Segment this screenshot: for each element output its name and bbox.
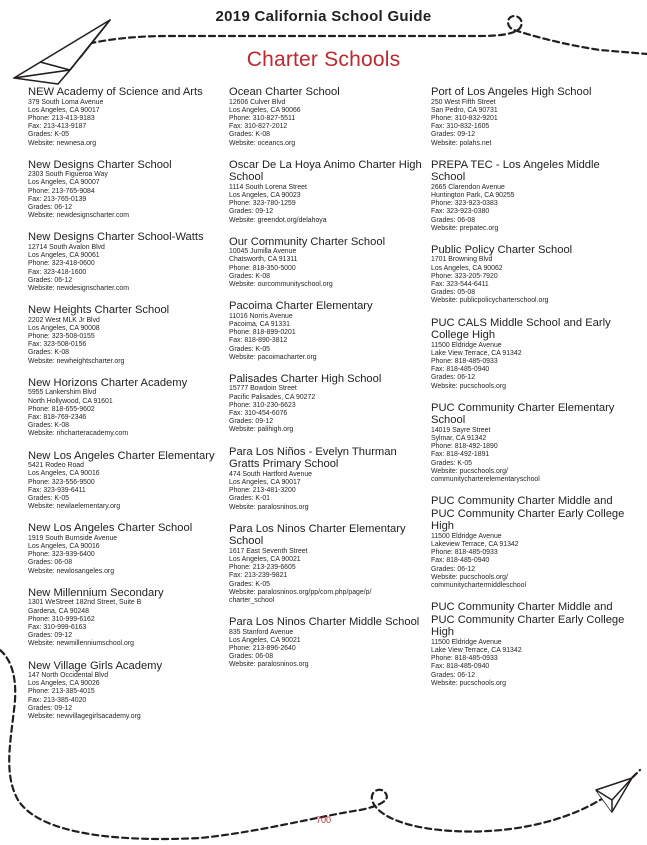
school-detail-line: Fax: 213-413-9187 (28, 123, 87, 131)
school-detail-line: Website: pucschools.org (431, 679, 506, 687)
school-entry (431, 159, 636, 233)
school-detail-line: Grades: 06-12 (431, 374, 476, 382)
school-entry (28, 587, 228, 649)
school-name: Port of Los Angeles High School (431, 86, 592, 98)
school-name: New Los Angeles Charter Elementary (28, 449, 215, 462)
school-entry (28, 377, 228, 439)
school-name: Para Los Ninos Charter Elementary School (229, 522, 406, 548)
school-detail-line: Phone: 323-508-0155 (28, 333, 95, 341)
school-detail-line: Website: newmillenniumschool.org (28, 640, 134, 648)
school-name: New Village Girls Academy (28, 659, 163, 672)
school-detail-line: Lake View Terrace, CA 91342 (431, 349, 522, 357)
school-entry (229, 616, 429, 670)
school-entry (28, 522, 228, 576)
school-detail-line: Grades: 09-12 (229, 418, 274, 426)
school-detail-line: Fax: 323-508-0156 (28, 341, 87, 349)
school-detail-line: Pacific Palisades, CA 90272 (229, 393, 316, 401)
school-detail-line: Website: pucschools.org (431, 382, 506, 390)
section-title: Charter Schools (246, 48, 401, 71)
school-detail-line: 12606 Culver Blvd (229, 98, 286, 106)
school-detail-line: Website: newvillagegirlsacademy.org (28, 713, 141, 721)
school-detail-line: Website: ourcommunityschool.org (229, 281, 333, 289)
school-detail-line: Grades: 06-08 (431, 216, 476, 224)
school-detail-line: Phone: 323-939-6400 (28, 551, 95, 559)
school-entry (431, 402, 636, 484)
school-detail-line: Website: prepatec.org (431, 224, 499, 232)
school-entry (28, 86, 228, 148)
school-name: Para Los Ninos Charter Middle School (229, 616, 420, 629)
school-detail-line: 1617 East Seventh Street (229, 547, 308, 555)
school-detail-line: Phone: 310-827-5511 (229, 114, 296, 122)
school-detail-line: Phone: 213-239-6605 (229, 564, 296, 572)
school-detail-line: 147 North Occidental Blvd (28, 672, 109, 680)
page-number: 700 (315, 815, 332, 825)
school-detail-line: Los Angeles, CA 90021 (229, 636, 301, 644)
school-entry (431, 244, 636, 306)
school-detail-line: Website: polahs.net (431, 139, 492, 147)
school-detail-line: 835 Stanford Avenue (229, 628, 294, 636)
school-name: PUC Community Charter Middle and PUC Community Charter Early College High (431, 601, 625, 639)
school-detail-line: 15777 Bowdoin Street (229, 385, 297, 393)
school-detail-line: Phone: 818-485-0933 (431, 358, 498, 366)
school-name: Pacoima Charter Elementary (229, 300, 373, 313)
school-name: Public Policy Charter School (431, 243, 573, 256)
school-detail-line: 14019 Sayre Street (431, 426, 491, 434)
school-detail-line: communitycharterelementaryschool (431, 476, 540, 484)
school-name: Palisades Charter High School (229, 372, 382, 385)
school-detail-line: Fax: 323-544-6411 (431, 281, 489, 289)
school-detail-line: Fax: 213-239-9821 (229, 572, 288, 580)
school-detail-line: Sylmar, CA 91342 (431, 435, 487, 443)
school-detail-line: 11016 Norris Avenue (229, 312, 293, 320)
school-entry (229, 159, 429, 225)
school-name: New Horizons Charter Academy (28, 376, 188, 389)
school-detail-line: 5421 Rodeo Road (28, 462, 84, 470)
school-detail-line: Chatsworth, CA 91311 (229, 256, 298, 264)
school-detail-line: Phone: 818-655-9602 (28, 405, 95, 413)
school-name: Our Community Charter School (229, 235, 386, 248)
school-detail-line: Fax: 818-485-0940 (431, 557, 490, 565)
school-detail-line: Fax: 323-923-0380 (431, 208, 490, 216)
school-entry (431, 317, 636, 391)
school-detail-line: Huntington Park, CA 90255 (431, 191, 515, 199)
school-detail-line: Phone: 310-999-6162 (28, 615, 95, 623)
school-detail-line: Grades: K-01 (229, 495, 270, 503)
school-entry (28, 450, 228, 512)
school-entry (431, 495, 636, 590)
school-detail-line: Grades: 06-12 (28, 204, 73, 212)
school-detail-line: 12714 South Avalon Blvd (28, 243, 105, 251)
school-detail-line: Grades: 06-08 (28, 559, 73, 567)
school-detail-line: Grades: K-08 (229, 272, 270, 280)
school-entry (229, 446, 429, 512)
school-detail-line: 11500 Eldridge Avenue (431, 341, 502, 349)
school-detail-line: 2303 South Figueroa Way (28, 171, 108, 179)
school-detail-line: Grades: K-05 (28, 131, 69, 139)
school-detail-line: Fax: 213-765-0139 (28, 195, 87, 203)
school-detail-line: 10045 Jumilla Avenue (229, 248, 297, 256)
school-detail-line: 1301 WeStreet 182nd Street, Suite B (28, 599, 142, 607)
school-name: Oscar De La Hoya Animo Charter High School (229, 158, 422, 184)
school-detail-line: Phone: 818-485-0933 (431, 549, 498, 557)
school-detail-line: Fax: 818-769-2346 (28, 413, 87, 421)
school-detail-line: Los Angeles, CA 90023 (229, 191, 301, 199)
school-detail-line: Grades: 09-12 (229, 208, 274, 216)
school-name: PUC Community Charter Elementary School (431, 401, 615, 427)
school-detail-line: Phone: 213-385-4015 (28, 688, 95, 696)
school-entry (431, 601, 636, 688)
school-detail-line: Website: newdesignscharter.com (28, 284, 129, 292)
paper-plane-icon-bottom-right (596, 778, 632, 812)
school-detail-line: Fax: 310-999-6163 (28, 623, 87, 631)
school-name: PUC CALS Middle School and Early College High (431, 316, 611, 342)
school-detail-line: Phone: 310-832-9201 (431, 114, 498, 122)
school-detail-line: Los Angeles, CA 90021 (229, 555, 301, 563)
school-detail-line: North Hollywood, CA 91601 (28, 397, 113, 405)
school-name: Para Los Niños - Evelyn Thurman Gratts Primary School (229, 445, 397, 471)
school-detail-line: Los Angeles, CA 90062 (431, 264, 503, 272)
school-detail-line: Grades: 05-08 (431, 289, 476, 297)
school-detail-line: Grades: 06-12 (431, 671, 476, 679)
school-detail-line: 5955 Lankershim Blvd (28, 389, 97, 397)
school-detail-line: Website: paralosninos.org (229, 503, 309, 511)
school-column-3 (431, 86, 636, 699)
school-detail-line: Gardena, CA 90248 (28, 607, 89, 615)
guide-title: 2019 California School Guide (215, 8, 432, 25)
school-detail-line: 1919 South Burnside Avenue (28, 534, 118, 542)
school-detail-line: Grades: K-08 (229, 131, 270, 139)
school-detail-line: Website: publicpolicycharterschool.org (431, 297, 549, 305)
school-detail-line: Website: newdesignscharter.com (28, 212, 129, 220)
school-detail-line: Website: paralosninos.org (229, 661, 309, 669)
school-detail-line: Grades: K-05 (229, 580, 270, 588)
school-entry (431, 86, 636, 148)
school-detail-line: Grades: 09-12 (28, 632, 73, 640)
school-detail-line: Fax: 310-832-1605 (431, 123, 490, 131)
school-detail-line: Phone: 213-413-9183 (28, 114, 95, 122)
school-detail-line: Website: newlaelementary.org (28, 503, 121, 511)
school-detail-line: Website: newlosangeles.org (28, 567, 115, 575)
school-detail-line: 2202 West MLK Jr Blvd (28, 316, 100, 324)
school-detail-line: Los Angeles, CA 90017 (28, 106, 100, 114)
school-detail-line: Website: pacoimacharter.org (229, 353, 317, 361)
school-detail-line: 11500 Eldridge Avenue (431, 638, 502, 646)
school-detail-line: Lake View Terrace, CA 91342 (431, 646, 522, 654)
school-entry (229, 236, 429, 290)
school-detail-line: 250 West Fifth Street (431, 98, 496, 106)
school-entry (229, 373, 429, 435)
school-detail-line: Phone: 818-485-0933 (431, 655, 498, 663)
school-detail-line: Phone: 213-481-3200 (229, 487, 296, 495)
school-detail-line: Grades: K-08 (28, 349, 69, 357)
school-entry (229, 86, 429, 148)
school-detail-line: Phone: 213-765-9084 (28, 187, 95, 195)
school-detail-line: Fax: 323-418-1600 (28, 268, 87, 276)
school-column-1 (28, 86, 228, 732)
school-detail-line: Website: pucschools.org/ (431, 573, 508, 581)
school-detail-line: Website: palihigh.org (229, 426, 294, 434)
school-name: PUC Community Charter Middle and PUC Community Charter Early College High (431, 495, 625, 533)
school-detail-line: Fax: 213-385-4020 (28, 696, 87, 704)
school-entry (229, 523, 429, 605)
school-detail-line: Grades: 09-12 (431, 131, 476, 139)
school-detail-line: Fax: 818-492-1891 (431, 451, 490, 459)
school-detail-line: Fax: 818-485-0940 (431, 663, 490, 671)
school-detail-line: Phone: 323-923-0383 (431, 200, 498, 208)
school-detail-line: Lakeview Terrace, CA 91342 (431, 541, 519, 548)
school-detail-line: Fax: 818-485-0940 (431, 366, 490, 374)
school-detail-line: Grades: 09-12 (28, 704, 73, 712)
school-entry (229, 300, 429, 362)
school-detail-line: Los Angeles, CA 90061 (28, 252, 100, 260)
school-entry (28, 159, 228, 221)
school-detail-line: 2665 Clarendon Avenue (431, 183, 505, 191)
school-detail-line: Grades: 06-12 (431, 565, 476, 573)
school-detail-line: Phone: 310-230-6623 (229, 401, 296, 409)
school-name: NEW Academy of Science and Arts (28, 86, 203, 98)
school-name: New Los Angeles Charter School (28, 522, 193, 535)
school-detail-line: Phone: 323-418-0600 (28, 260, 95, 268)
school-detail-line: charter_school (229, 596, 275, 604)
school-detail-line: Phone: 818-350-5000 (229, 264, 296, 272)
school-detail-line: Phone: 323-780-1259 (229, 200, 296, 208)
school-detail-line: Fax: 323-939-6411 (28, 486, 86, 494)
school-detail-line: Los Angeles, CA 90016 (28, 470, 100, 478)
school-detail-line: Website: newheightscharter.org (28, 357, 125, 365)
school-detail-line: Website: nhcharteracademy.com (28, 430, 129, 438)
school-name: New Heights Charter School (28, 304, 170, 317)
school-detail-line: Los Angeles, CA 90016 (28, 543, 100, 551)
school-detail-line: Phone: 323-205-7920 (431, 272, 498, 280)
school-detail-line: 1701 Browning Blvd (431, 256, 493, 264)
school-detail-line: Los Angeles, CA 90008 (28, 324, 100, 332)
school-name: New Millennium Secondary (28, 586, 164, 599)
school-detail-line: Grades: K-05 (229, 345, 270, 353)
school-entry (28, 231, 228, 293)
school-name: Ocean Charter School (229, 86, 340, 98)
school-detail-line: 379 South Loma Avenue (28, 98, 104, 106)
school-detail-line: Grades: K-05 (28, 494, 69, 502)
school-detail-line: 474 South Hartford Avenue (229, 470, 313, 478)
school-detail-line: Los Angeles, CA 90007 (28, 179, 100, 187)
school-detail-line: 11500 Eldridge Avenue (431, 532, 502, 540)
school-detail-line: Grades: 06-12 (28, 276, 73, 284)
school-detail-line: Phone: 323-556-9500 (28, 478, 95, 486)
school-name: New Designs Charter School-Watts (28, 231, 204, 244)
school-entry (28, 304, 228, 366)
school-detail-line: Los Angeles, CA 90017 (229, 478, 301, 486)
school-name: PREPA TEC - Los Angeles Middle School (431, 158, 600, 184)
school-detail-line: Phone: 818-492-1890 (431, 443, 498, 451)
school-detail-line: communitychartermiddleschool (431, 582, 526, 590)
school-detail-line: Fax: 310-454-6076 (229, 410, 288, 418)
school-detail-line: Website: pucschools.org/ (431, 467, 508, 475)
school-detail-line: Los Angeles, CA 90026 (28, 680, 100, 688)
school-detail-line: Phone: 213-896-2640 (229, 645, 296, 653)
school-detail-line: Fax: 310-827-2012 (229, 123, 288, 131)
school-detail-line: 1114 South Lorena Street (229, 183, 307, 191)
school-entry (28, 660, 228, 722)
school-detail-line: Grades: 06-08 (229, 653, 274, 661)
school-detail-line: Website: oceancs.org (229, 139, 296, 147)
school-detail-line: Grades: K-05 (431, 459, 472, 467)
school-column-2 (229, 86, 429, 681)
school-detail-line: Fax: 818-890-3812 (229, 337, 288, 345)
school-detail-line: Website: greendot.org/delahoya (229, 216, 327, 224)
school-detail-line: Los Angeles, CA 90066 (229, 106, 301, 114)
school-detail-line: Website: paralosninos.org/pp/com.php/page/p/ (229, 588, 372, 596)
school-detail-line: Website: newnesa.org (28, 139, 97, 147)
school-detail-line: San Pedro, CA 90731 (431, 106, 498, 114)
school-detail-line: Pacoima, CA 91331 (229, 320, 290, 328)
school-detail-line: Phone: 818-899-0201 (229, 329, 296, 337)
school-name: New Designs Charter School (28, 158, 172, 171)
school-detail-line: Grades: K-08 (28, 422, 69, 430)
